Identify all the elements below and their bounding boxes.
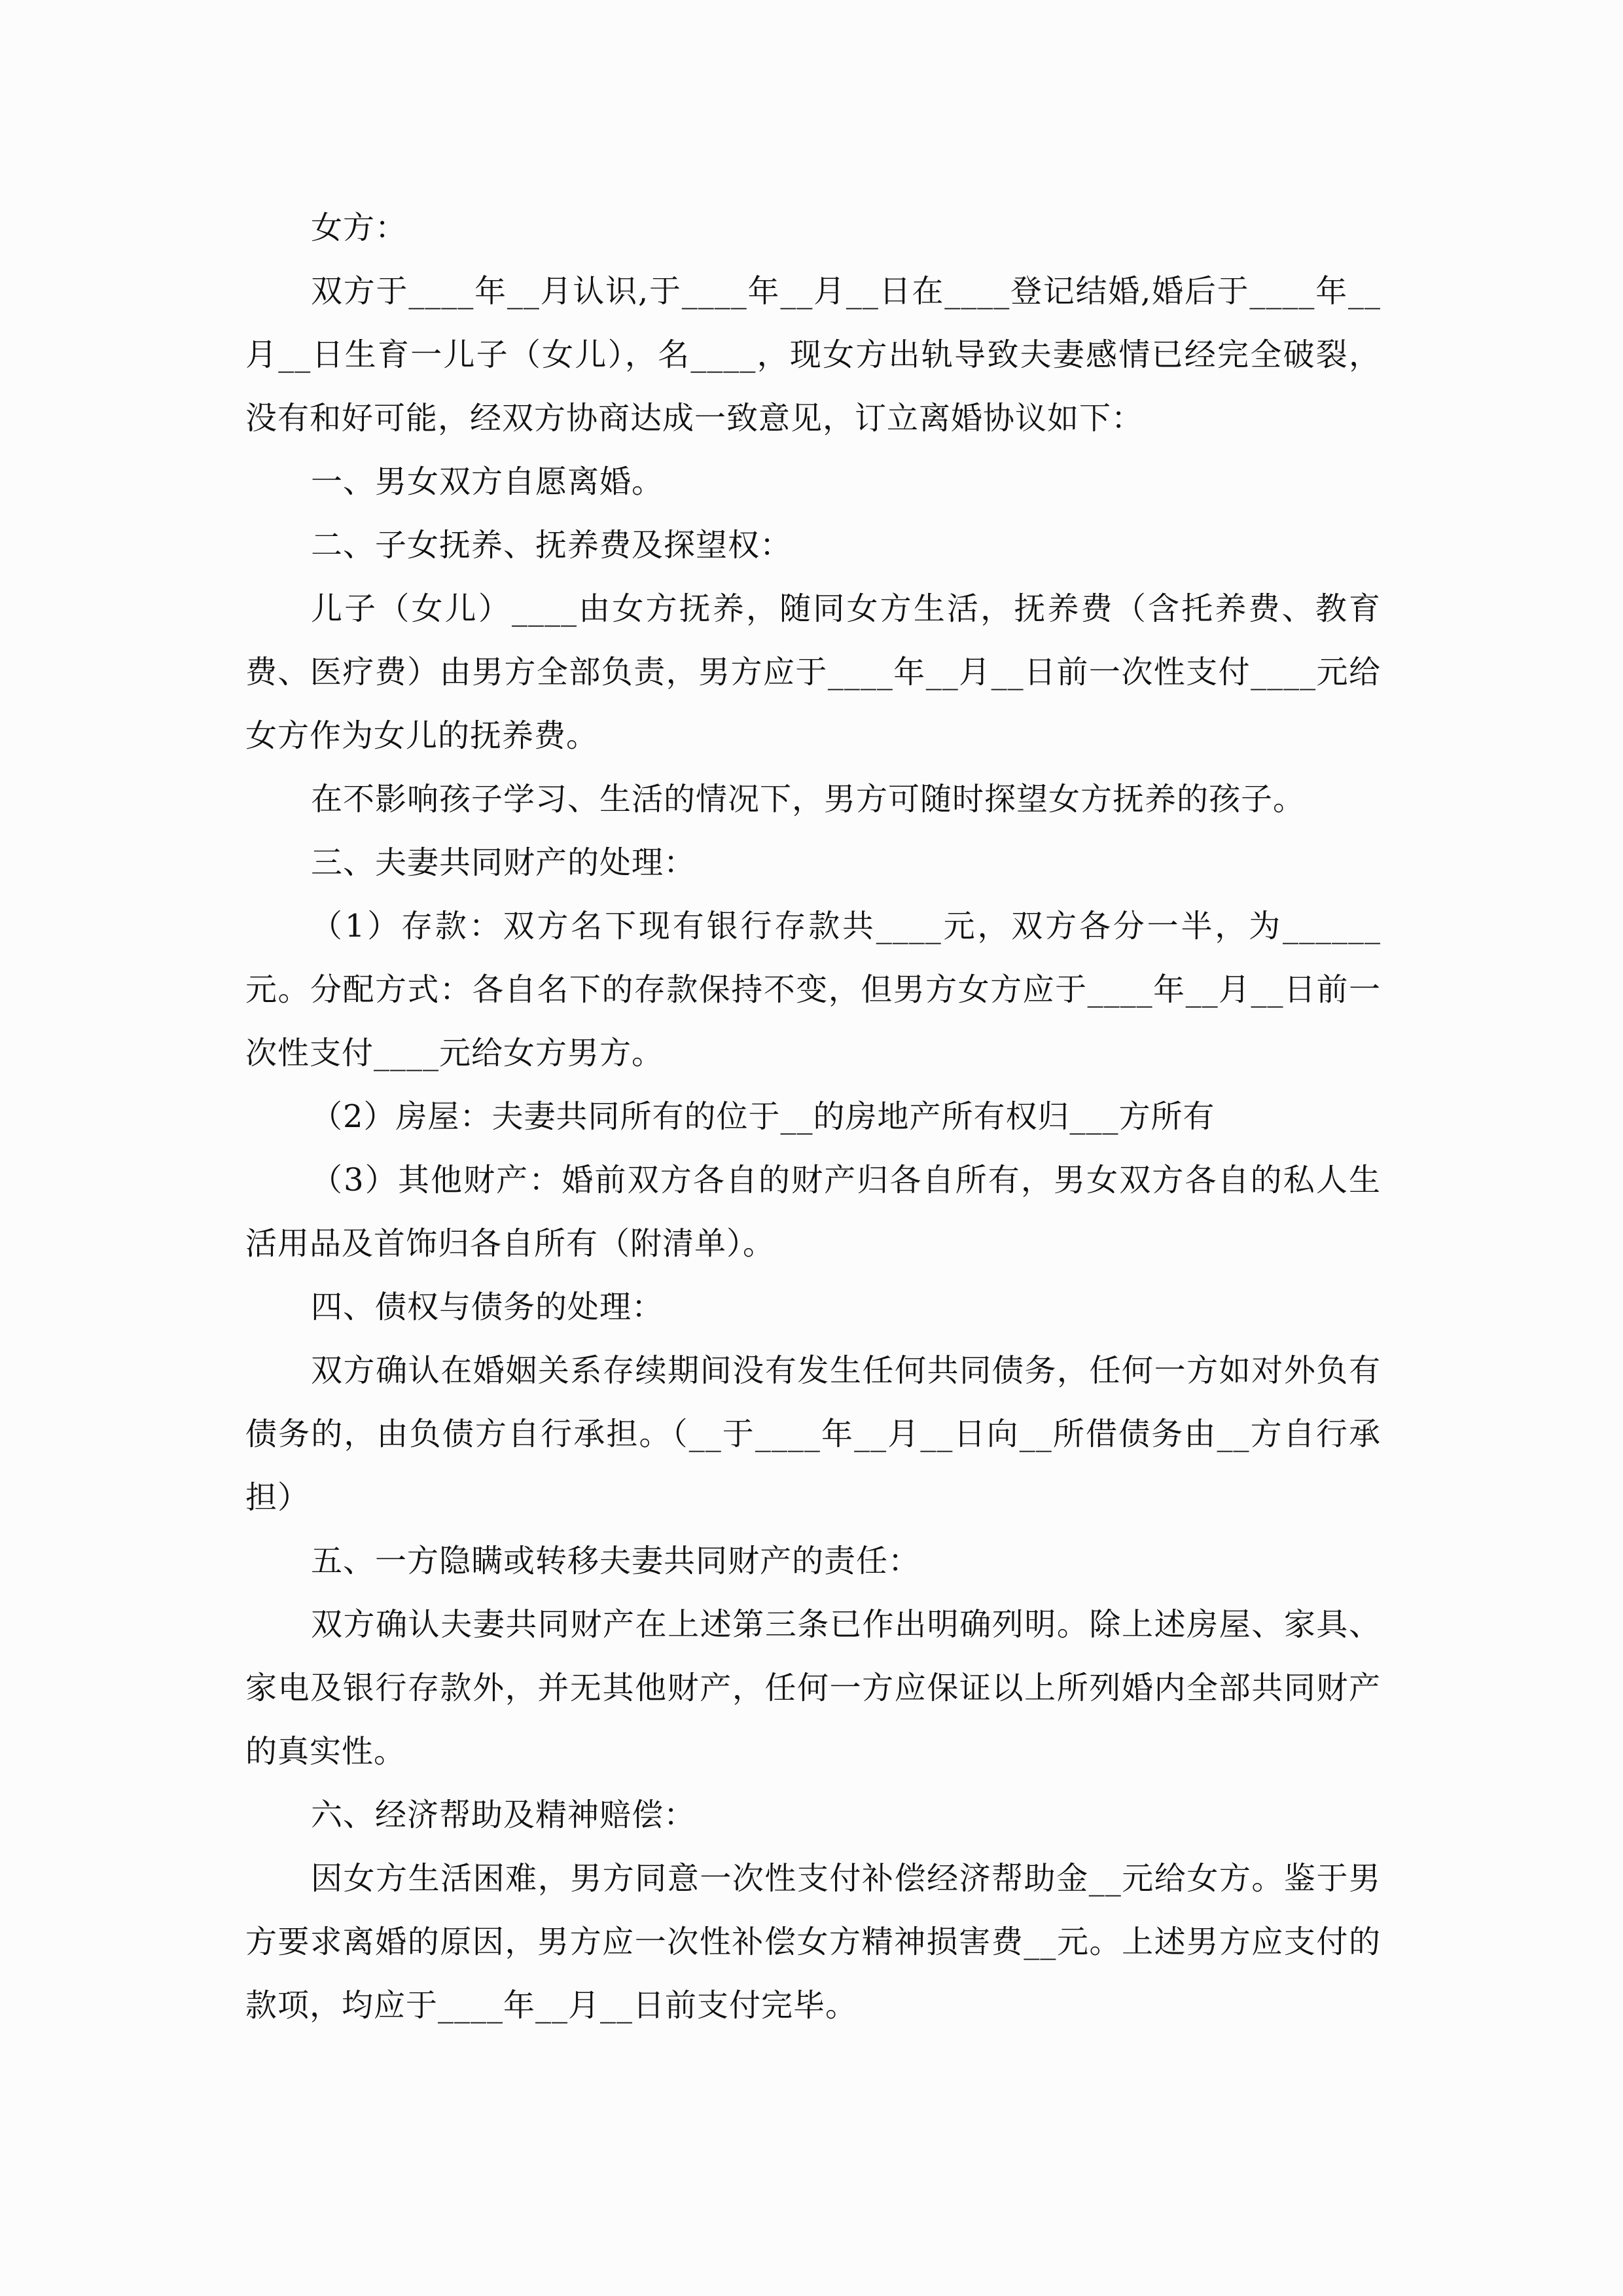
party-female-label: 女方： — [311, 209, 408, 246]
clause-2-custody-paragraph: 儿子（女儿）____由女方抚养，随同女方生活，抚养费（含托养费、教育费、医疗费）由男方全部负责，男方应于____年__月__日前一次性支付____元给女方作为女儿的抚养费。 — [245, 590, 1381, 754]
clause-3-heading: 三、夫妻共同财产的处理： — [311, 844, 696, 881]
clause-5-body-paragraph: 双方确认夫妻共同财产在上述第三条已作出明确列明。除上述房屋、家具、家电及银行存款外，并无其他财产，任何一方应保证以上所列婚内全部共同财产的真实性。 — [245, 1606, 1381, 1770]
clause-2-visitation-paragraph: 在不影响孩子学习、生活的情况下，男方可随时探望女方抚养的孩子。 — [311, 781, 1306, 817]
clause-1-heading: 一、男女双方自愿离婚。 — [311, 463, 664, 500]
clause-5-heading: 五、一方隐瞒或转移夫妻共同财产的责任： — [311, 1543, 921, 1579]
clause-3-housing-item: （2）房屋：夫妻共同所有的位于__的房地产所有权归___方所有 — [311, 1098, 1215, 1135]
document-page — [245, 196, 1381, 2037]
clause-2-heading: 二、子女抚养、抚养费及探望权： — [311, 527, 793, 564]
background-paragraph: 双方于____年__月认识,于____年__月__日在____登记结婚,婚后于____年__月__日生育一儿子（女儿），名____，现女方出轨导致夫妻感情已经完全破裂，没有和好可能，经双方协商达成一致意见，订立离婚协议如下： — [245, 273, 1381, 437]
clause-3-other-property-item: （3）其他财产：婚前双方各自的财产归各自所有，男女双方各自的私人生活用品及首饰归各自所有（附清单）。 — [245, 1162, 1381, 1262]
clause-4-debt-paragraph: 双方确认在婚姻关系存续期间没有发生任何共同债务，任何一方如对外负有债务的，由负债方自行承担。（__于____年__月__日向__所借债务由__方自行承担） — [245, 1352, 1381, 1516]
clause-6-body-paragraph: 因女方生活困难，男方同意一次性支付补偿经济帮助金__元给女方。鉴于男方要求离婚的原因，男方应一次性补偿女方精神损害费__元。上述男方应支付的款项，均应于____年__月__日前支付完毕。 — [245, 1860, 1381, 2024]
clause-4-heading: 四、债权与债务的处理： — [311, 1289, 664, 1325]
clause-6-heading: 六、经济帮助及精神赔偿： — [311, 1797, 696, 1833]
clause-3-deposits-item: （1）存款：双方名下现有银行存款共____元，双方各分一半，为______元。分配方式：各自名下的存款保持不变，但男方女方应于____年__月__日前一次性支付____元给女方男方。 — [245, 908, 1381, 1071]
